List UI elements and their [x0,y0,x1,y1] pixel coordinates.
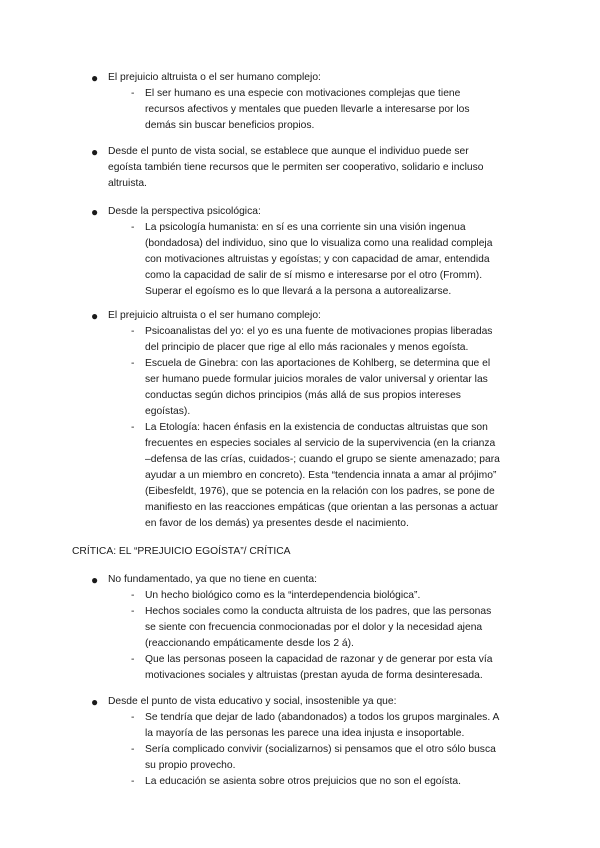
text-line: egoísta también tiene recursos que le permiten ser cooperativo, solidario e incluso [108,162,484,173]
text-line: –defensa de las crías, cuidados-; cuando el grupo se siente amenazado; para [145,454,500,465]
text-line: (Eibesfeldt, 1976), que se potencia en la relación con los padres, se pone de [145,486,495,497]
bullet-label: El prejuicio altruista o el ser humano complejo: [108,72,321,83]
dash-icon: - [131,358,135,369]
bullet-icon: ● [91,573,99,587]
bullet-label: No fundamentado, ya que no tiene en cuenta: [108,574,317,585]
text-line: Desde el punto de vista social, se establece que aunque el individuo puede ser [108,146,469,157]
text-line: La psicología humanista: en sí es una corriente sin una visión ingenua [145,222,466,233]
text-line: ayudar a un miembro en concreto). Esta “tendencia innata a amar al prójimo” [145,470,497,481]
text-line: recursos afectivos y mentales que pueden llevarle a interesarse por los [145,104,470,115]
bullet-icon: ● [91,71,99,85]
dash-icon: - [131,326,135,337]
text-line: demás sin buscar beneficios propios. [145,120,315,131]
bullet-label: El prejuicio altruista o el ser humano complejo: [108,310,321,321]
text-line: La Etología: hacen énfasis en la existencia de conductas altruistas que son [145,422,488,433]
bullet-label: Desde la perspectiva psicológica: [108,206,261,217]
text-line: Sería complicado convivir (socializarnos) si pensamos que el otro sólo busca [145,744,496,755]
dash-icon: - [131,654,135,665]
bullet-icon: ● [91,695,99,709]
text-line: frecuentes en especies sociales al servicio de la supervivencia (en la crianza [145,438,496,449]
text-line: Psicoanalistas del yo: el yo es una fuente de motivaciones propias liberadas [145,326,493,337]
dash-icon: - [131,776,135,787]
dash-icon: - [131,590,135,601]
dash-icon: - [131,222,135,233]
bullet-icon: ● [91,309,99,323]
dash-icon: - [131,712,135,723]
text-line: motivaciones sociales y altruistas (prestan ayuda de forma desinteresada. [145,670,483,681]
text-line: egoístas). [145,406,191,417]
text-line: manifiesto en las reacciones empáticas (que orientan a las personas a actuar [145,502,499,513]
text-line: conductas según dichos principios (más allá de sus propios intereses [145,390,461,401]
text-line: con motivaciones altruistas y egoístas; y con capacidad de amar, entendida [145,254,490,265]
text-line: (bondadosa) del individuo, sino que lo visualiza como una realidad compleja [145,238,493,249]
bullet-icon: ● [91,145,99,159]
bullet-icon: ● [91,205,99,219]
text-line: en favor de los demás) ya presentes desde el nacimiento. [145,518,409,529]
text-line: ser humano puede formular juicios morales de valor universal y orientar las [145,374,488,385]
text-line: Se tendría que dejar de lado (abandonados) a todos los grupos marginales. A [145,712,500,723]
section-heading: CRÍTICA: EL “PREJUICIO EGOÍSTA”/ CRÍTICA [72,546,291,557]
text-line: del principio de placer que rige al ello más racionales y menos egoísta. [145,342,469,353]
text-line: La educación se asienta sobre otros prejuicios que no son el egoísta. [145,776,461,787]
text-line: la mayoría de las personas les parece una idea injusta e insoportable. [145,728,465,739]
text-line: su propio provecho. [145,760,236,771]
text-line: como la capacidad de salir de sí mismo e interesarse por el otro (Fromm). [145,270,483,281]
dash-icon: - [131,422,135,433]
text-line: Que las personas poseen la capacidad de razonar y de generar por esta vía [145,654,493,665]
dash-icon: - [131,744,135,755]
bullet-label: Desde el punto de vista educativo y social, insostenible ya que: [108,696,397,707]
text-line: Un hecho biológico como es la “interdependencia biológica”. [145,590,421,601]
dash-icon: - [131,88,135,99]
text-line: altruista. [108,178,147,189]
text-line: Superar el egoísmo es lo que llevará a la persona a autorealizarse. [145,286,452,297]
dash-icon: - [131,606,135,617]
text-line: El ser humano es una especie con motivaciones complejas que tiene [145,88,461,99]
text-line: se siente con frecuencia conmocionadas por el dolor y la necesidad ajena [145,622,483,633]
text-line: Escuela de Ginebra: con las aportaciones de Kohlberg, se determina que el [145,358,491,369]
text-line: Hechos sociales como la conducta altruista de los padres, que las personas [145,606,492,617]
text-line: (reaccionando empáticamente desde los 2 á). [145,638,354,649]
